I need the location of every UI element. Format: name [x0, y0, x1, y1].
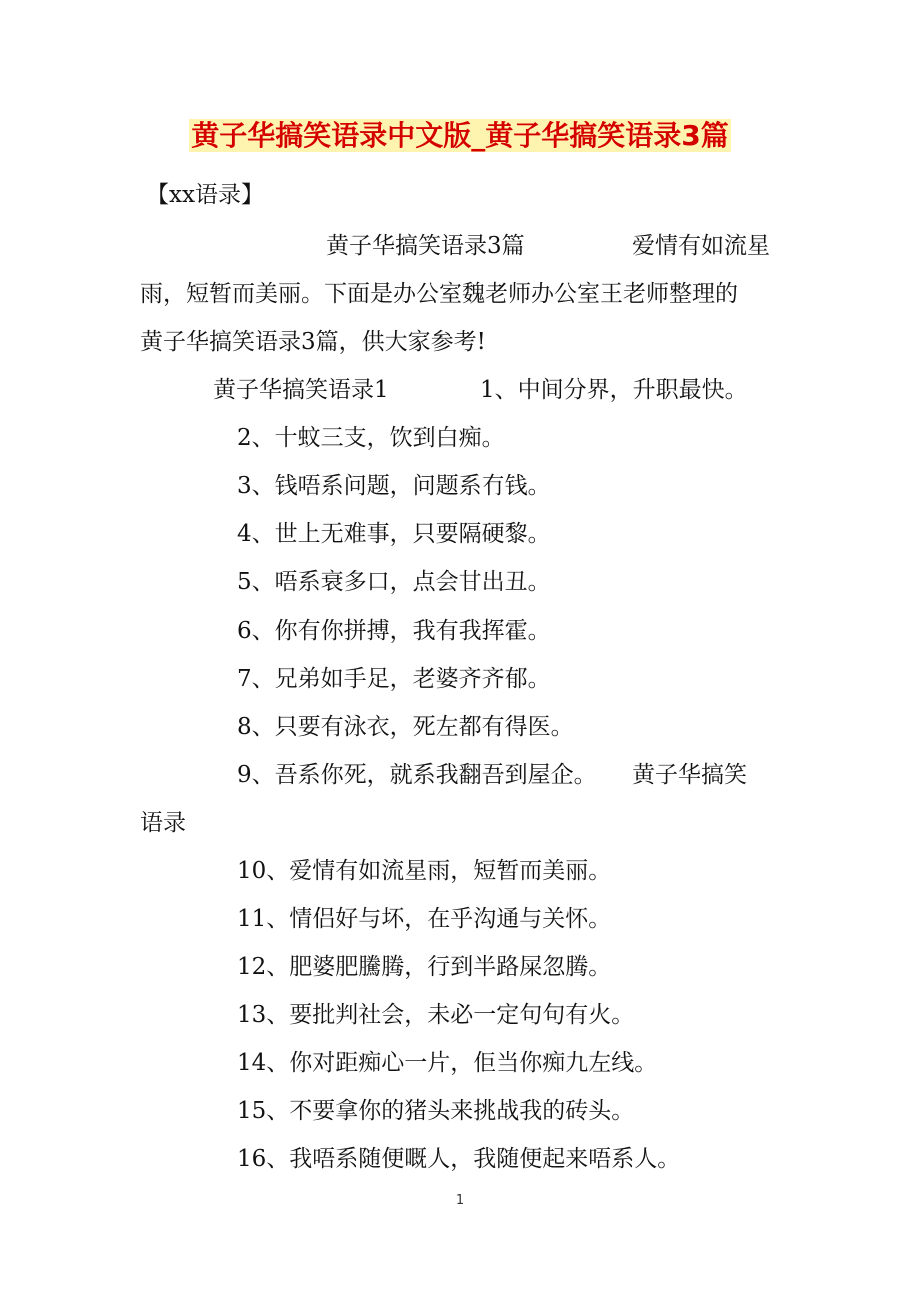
- list-item: 2、十蚊三支，饮到白痴。: [237, 425, 505, 451]
- list-item: 12、肥婆肥騰腾，行到半路屎忽腾。: [237, 954, 612, 980]
- list-item: 5、唔系衰多口，点会甘出丑。: [237, 569, 551, 595]
- list-item: 4、世上无难事，只要隔硬黎。: [237, 521, 551, 547]
- list-item: 15、不要拿你的猪头来挑战我的砖头。: [237, 1098, 635, 1124]
- list-item: 7、兄弟如手足，老婆齐齐郁。: [237, 666, 551, 692]
- list-item: 8、只要有泳衣，死左都有得医。: [237, 714, 574, 740]
- subsection-heading: 黄子华搞笑语录1: [213, 377, 389, 403]
- list-item: 16、我唔系随便嘅人，我随便起来唔系人。: [237, 1146, 681, 1172]
- list-item: 3、钱唔系问题，问题系冇钱。: [237, 473, 551, 499]
- title-text: 黄子华搞笑语录中文版_黄子华搞笑语录3篇: [191, 119, 729, 152]
- list-item: 1、中间分界，升职最快。: [480, 377, 748, 403]
- list-item: 9、吾系你死，就系我翻吾到屋企。: [237, 762, 597, 788]
- list-item: 11、情侣好与坏，在乎沟通与关怀。: [237, 906, 612, 932]
- list-item: 13、要批判社会，未必一定句句有火。: [237, 1002, 635, 1028]
- section-tag: 【xx语录】: [146, 182, 264, 208]
- item9-wrap: 语录: [140, 810, 186, 836]
- document-title: [0, 112, 920, 160]
- intro-line2: 雨，短暂而美丽。下面是办公室魏老师办公室王老师整理的: [140, 281, 738, 307]
- intro-heading: 黄子华搞笑语录3篇: [326, 233, 525, 259]
- intro-line3: 黄子华搞笑语录3篇，供大家参考!: [140, 329, 486, 355]
- list-item: 14、你对距痴心一片，佢当你痴九左线。: [237, 1050, 658, 1076]
- list-item: 10、爱情有如流星雨，短暂而美丽。: [237, 858, 612, 884]
- intro-line1-tail: 爱情有如流星: [632, 233, 770, 259]
- item9-tail: 黄子华搞笑: [632, 762, 747, 788]
- list-item: 6、你有你拼搏，我有我挥霍。: [237, 618, 551, 644]
- page-number: 1: [455, 1193, 465, 1208]
